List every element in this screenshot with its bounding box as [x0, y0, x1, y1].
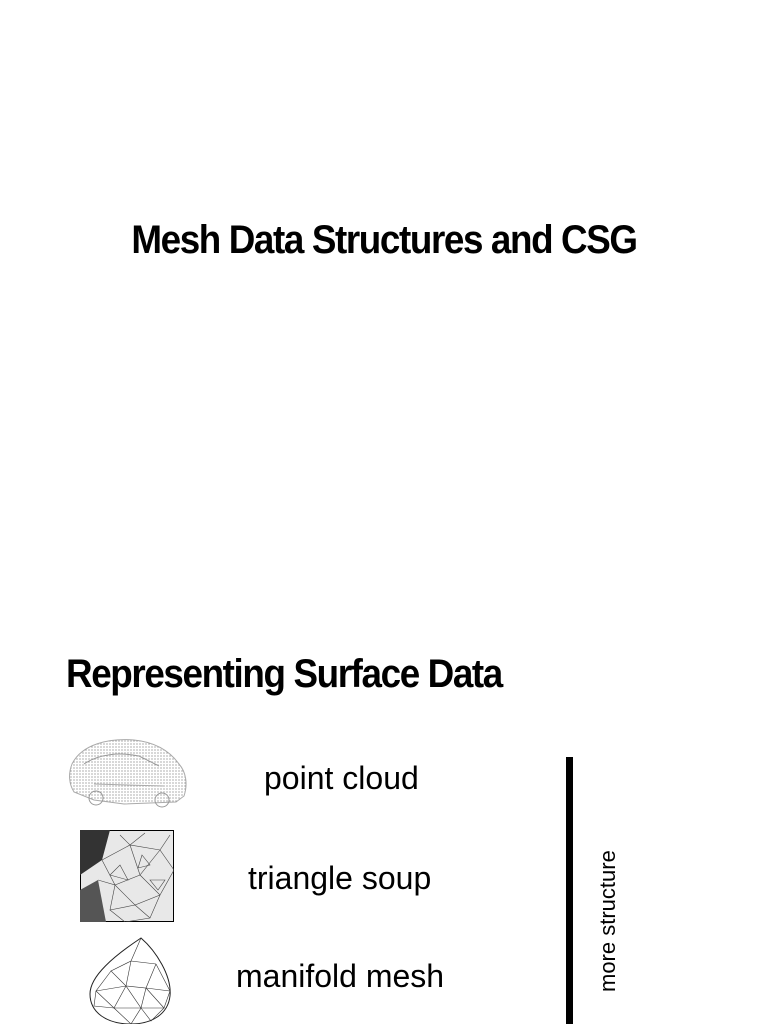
triangle-soup-image [80, 830, 174, 922]
structure-axis-label: more structure [595, 850, 620, 992]
manifold-mesh-image [86, 936, 176, 1024]
point-cloud-label: point cloud [264, 760, 419, 796]
triangle-soup-label: triangle soup [248, 860, 432, 896]
point-cloud-car-image [64, 734, 190, 810]
slide-title: Mesh Data Structures and CSG [131, 218, 637, 262]
structure-axis-bar [566, 757, 573, 1024]
manifold-mesh-label: manifold mesh [236, 958, 445, 994]
section-title: Representing Surface Data [66, 652, 502, 696]
